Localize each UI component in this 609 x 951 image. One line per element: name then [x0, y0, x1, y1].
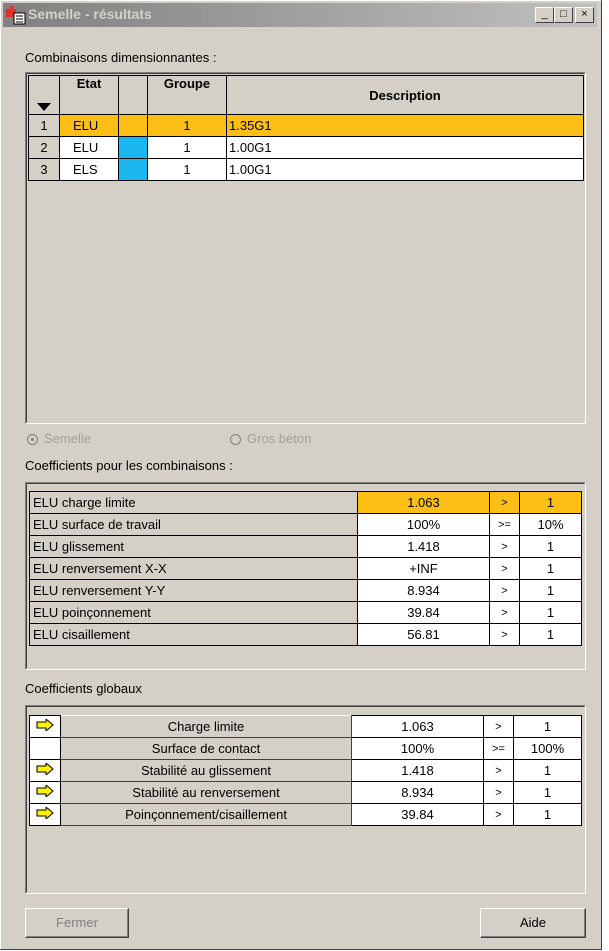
table-row[interactable] — [29, 137, 584, 159]
coef-value: 1.418 — [358, 536, 490, 558]
global-row[interactable] — [30, 760, 582, 782]
row-number: 3 — [29, 159, 60, 181]
row-number: 1 — [29, 115, 60, 137]
global-row[interactable] — [30, 782, 582, 804]
title-bar[interactable] — [3, 3, 597, 27]
cell-groupe: 1 — [148, 159, 227, 181]
sort-down-icon — [37, 103, 51, 111]
cell-description: 1.35G1 — [227, 115, 584, 137]
coef-name: ELU poinçonnement — [30, 602, 358, 624]
coefficients-label: Coefficients pour les combinaisons : — [25, 458, 233, 473]
arrow-cell — [30, 760, 61, 782]
coef-row[interactable] — [30, 580, 582, 602]
coef-limit: 1 — [520, 558, 582, 580]
header-color[interactable] — [119, 76, 148, 115]
cell-description: 1.00G1 — [227, 137, 584, 159]
close-button[interactable]: × — [575, 7, 594, 23]
minimize-button[interactable]: _ — [535, 7, 554, 23]
combinations-table — [28, 75, 584, 181]
cell-groupe: 1 — [148, 137, 227, 159]
arrow-cell — [30, 716, 61, 738]
global-grid[interactable] — [25, 705, 586, 894]
global-value: 100% — [352, 738, 484, 760]
coef-limit: 1 — [520, 580, 582, 602]
global-value: 8.934 — [352, 782, 484, 804]
global-row[interactable] — [30, 804, 582, 826]
coef-limit: 1 — [520, 602, 582, 624]
arrow-right-icon — [36, 763, 54, 775]
coef-name: ELU renversement X-X — [30, 558, 358, 580]
global-value: 39.84 — [352, 804, 484, 826]
coef-value: 56.81 — [358, 624, 490, 646]
coef-limit: 10% — [520, 514, 582, 536]
coef-limit: 1 — [520, 492, 582, 514]
coef-limit: 1 — [520, 624, 582, 646]
radio-selected-icon — [27, 434, 38, 445]
row-number: 2 — [29, 137, 60, 159]
coef-value: 8.934 — [358, 580, 490, 602]
global-label: Coefficients globaux — [25, 681, 142, 696]
global-row[interactable] — [30, 738, 582, 760]
coef-row[interactable] — [30, 514, 582, 536]
radio-gros-beton[interactable] — [230, 431, 311, 446]
app-icon — [5, 5, 27, 25]
global-name-button[interactable]: Poinçonnement/cisaillement — [61, 804, 352, 826]
window-title: Semelle - résultats — [28, 6, 152, 22]
coef-value: 39.84 — [358, 602, 490, 624]
arrow-cell — [30, 738, 61, 760]
arrow-right-icon — [36, 785, 54, 797]
coef-row[interactable] — [30, 536, 582, 558]
table-row[interactable] — [29, 159, 584, 181]
cell-etat: ELS — [60, 159, 119, 181]
cell-color — [119, 137, 148, 159]
global-table — [29, 715, 582, 826]
global-limit: 1 — [514, 760, 582, 782]
radio-semelle[interactable] — [27, 431, 91, 446]
coef-op: >= — [490, 514, 520, 536]
cell-description: 1.00G1 — [227, 159, 584, 181]
global-op: >= — [484, 738, 514, 760]
arrow-right-icon — [36, 719, 54, 731]
header-etat[interactable]: Etat — [60, 76, 119, 115]
combinations-grid[interactable] — [25, 72, 586, 424]
coef-value: +INF — [358, 558, 490, 580]
coef-row[interactable] — [30, 492, 582, 514]
coefficients-table — [29, 491, 582, 646]
arrow-cell — [30, 804, 61, 826]
coef-name: ELU glissement — [30, 536, 358, 558]
coef-name: ELU renversement Y-Y — [30, 580, 358, 602]
coef-limit: 1 — [520, 536, 582, 558]
coef-row[interactable] — [30, 558, 582, 580]
cell-color — [119, 115, 148, 137]
cell-etat: ELU — [60, 115, 119, 137]
coef-op: > — [490, 624, 520, 646]
help-button[interactable]: Aide — [480, 908, 586, 938]
global-limit: 1 — [514, 804, 582, 826]
coefficients-grid[interactable] — [25, 482, 586, 670]
arrow-cell — [30, 782, 61, 804]
global-name-button[interactable]: Stabilité au glissement — [61, 760, 352, 782]
cell-etat: ELU — [60, 137, 119, 159]
header-description[interactable]: Description — [227, 76, 584, 115]
radio-unselected-icon — [230, 434, 241, 445]
coef-value: 1.063 — [358, 492, 490, 514]
maximize-button[interactable]: □ — [554, 7, 573, 23]
combinations-label: Combinaisons dimensionnantes : — [25, 50, 217, 65]
coef-op: > — [490, 536, 520, 558]
global-op: > — [484, 760, 514, 782]
global-value: 1.063 — [352, 716, 484, 738]
arrow-right-icon — [36, 807, 54, 819]
coef-op: > — [490, 602, 520, 624]
close-dialog-button[interactable]: Fermer — [25, 908, 129, 938]
coef-value: 100% — [358, 514, 490, 536]
radio-semelle-label: Semelle — [44, 431, 91, 446]
global-limit: 100% — [514, 738, 582, 760]
header-groupe[interactable]: Groupe — [148, 76, 227, 115]
coef-row[interactable] — [30, 602, 582, 624]
global-name-button[interactable]: Surface de contact — [61, 738, 352, 760]
global-name-button[interactable]: Stabilité au renversement — [61, 782, 352, 804]
global-limit: 1 — [514, 716, 582, 738]
radio-gros-beton-label: Gros béton — [247, 431, 312, 446]
global-row[interactable] — [30, 716, 582, 738]
coef-row[interactable] — [30, 624, 582, 646]
table-row[interactable] — [29, 115, 584, 137]
coef-op: > — [490, 492, 520, 514]
coef-op: > — [490, 558, 520, 580]
coef-name: ELU cisaillement — [30, 624, 358, 646]
global-op: > — [484, 782, 514, 804]
cell-color — [119, 159, 148, 181]
coef-op: > — [490, 580, 520, 602]
global-op: > — [484, 716, 514, 738]
sort-arrow-header[interactable] — [29, 76, 60, 115]
global-op: > — [484, 804, 514, 826]
coef-name: ELU surface de travail — [30, 514, 358, 536]
global-name-button[interactable]: Charge limite — [61, 716, 352, 738]
global-value: 1.418 — [352, 760, 484, 782]
cell-groupe: 1 — [148, 115, 227, 137]
coef-name: ELU charge limite — [30, 492, 358, 514]
global-limit: 1 — [514, 782, 582, 804]
